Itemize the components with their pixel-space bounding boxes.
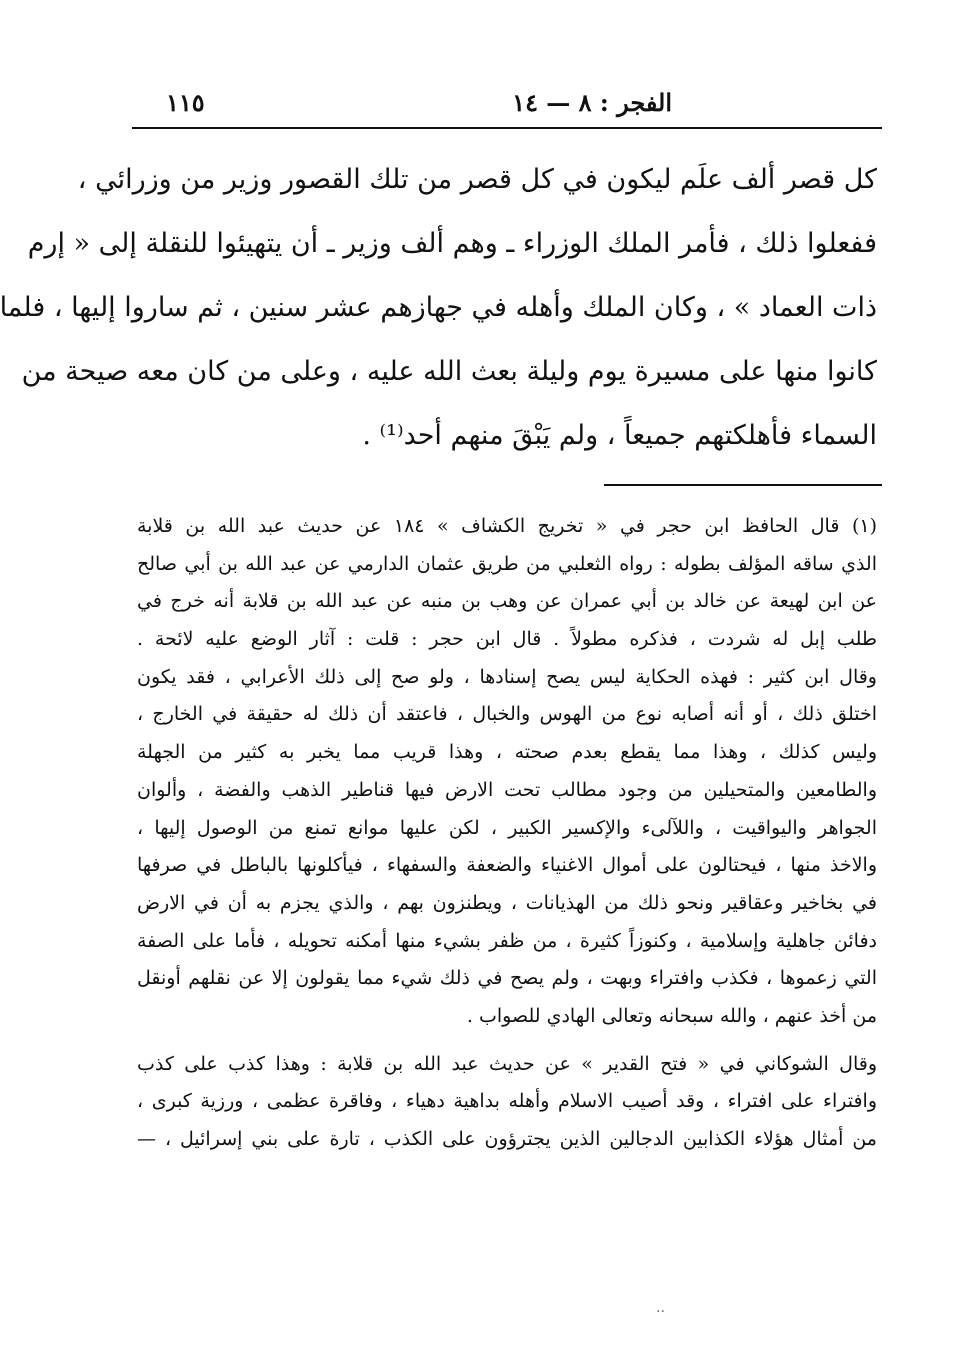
- footnotes: [137, 508, 877, 1159]
- footnote-line: دفائن جاهلية وإسلامية ، وكنوزاً كثيرة ، من ظفر بشيء منها أمكنه تحويله ، فأما على الصفة: [137, 929, 877, 952]
- bottom-mark: ..: [656, 1300, 665, 1316]
- footnote-line: وقال ابن كثير : فهذه الحكاية ليس يصح إسنادها ، ولو صح إلى ذلك الأعرابي ، فقد يكون: [137, 665, 877, 688]
- footnote-line: الذي ساقه المؤلف بطوله : رواه الثعلبي من طريق عثمان الدارمي عن عبد الله بن أبي صالح: [137, 552, 877, 575]
- main-text-line: السماء فأهلكتهم جميعاً ، ولم يَبْقَ منهم أحد⁽¹⁾ .: [362, 420, 877, 451]
- footnote-line: في بخاخير وعقاقير ونحو ذلك من الهذيانات ، ويطنزون بهم ، والذي يجزم به أن في الارض: [137, 891, 877, 914]
- footnote-line: عن ابن لهيعة عن خالد بن أبي عمران عن وهب بن منبه عن عبد الله بن قلابة أنه خرج في: [137, 590, 877, 613]
- running-title: الفجر : ٨ — ١٤: [512, 88, 672, 117]
- footnote-line: (١) قال الحافظ ابن حجر في « تخريج الكشاف » ١٨٤ عن حديث عبد الله بن قلابة: [137, 515, 877, 537]
- main-text-line: كانوا منها على مسيرة يوم وليلة بعث الله عليه ، وعلى من كان معه صيحة من: [21, 356, 877, 387]
- running-header: [132, 88, 882, 124]
- main-text: [0, 148, 877, 468]
- footnote-separator: [604, 484, 882, 486]
- footnote-line: والاخذ منها ، فيحتالون على أموال الاغنياء والضعفة والسفهاء ، فيأكلونها بالباطل في صرفها: [137, 854, 877, 877]
- header-rule: [132, 127, 882, 129]
- footnote-line: وافتراء على افتراء ، وقد أصيب الاسلام وأهله بداهية دهياء ، وفاقرة عظمى ، ورزية كبرى ،: [137, 1090, 877, 1113]
- footnote-line: والطامعين والمتحيلين من وجود مطالب تحت الارض فيها قناطير الذهب والفضة ، وألوان: [137, 778, 877, 801]
- main-text-line: ذات العماد » ، وكان الملك وأهله في جهازهم عشر سنين ، ثم ساروا إليها ، فلما: [0, 292, 877, 323]
- main-text-line: ففعلوا ذلك ، فأمر الملك الوزراء ـ وهم ألف وزير ـ أن يتهيئوا للنقلة إلى « إرم: [27, 228, 877, 259]
- main-text-line: كل قصر ألف علَم ليكون في كل قصر من تلك القصور وزير من وزرائي ،: [77, 164, 877, 195]
- page-number: ١١٥: [166, 88, 205, 117]
- footnote-line: اختلق ذلك ، أو أنه أصابه نوع من الهوس والخبال ، فاعتقد أن ذلك له حقيقة في الخارج ،: [137, 703, 877, 726]
- footnote-line: التي زعموها ، فكذب وافتراء وبهت ، ولم يصح في ذلك شيء مما يقولون إلا عن نقلهم أونقل: [137, 967, 877, 990]
- footnote-line: من أمثال هؤلاء الكذابين الدجالين الذين يجترؤون على الكذب ، تارة على بني إسرائيل ، —: [137, 1128, 877, 1150]
- footnote-line: طلب إبل له شردت ، فذكره مطولاً . قال ابن حجر : قلت : آثار الوضع عليه لائحة .: [137, 628, 877, 651]
- footnote-line: وليس كذلك ، وهذا مما يقطع بعدم صحته ، وهذا قريب مما يخبر به كثير من الجهلة: [137, 741, 877, 764]
- footnote-line: وقال الشوكاني في « فتح القدير » عن حديث عبد الله بن قلابة : وهذا كذب على كذب: [137, 1052, 877, 1075]
- paragraph-gap: [137, 1036, 877, 1046]
- footnote-line: الجواهر واليواقيت ، واللآلىء والإكسير الكبير ، لكن عليها موانع تمنع من الوصول إليها ،: [137, 816, 877, 839]
- footnote-line: من أخذ عنهم ، والله سبحانه وتعالى الهادي للصواب .: [466, 1004, 877, 1027]
